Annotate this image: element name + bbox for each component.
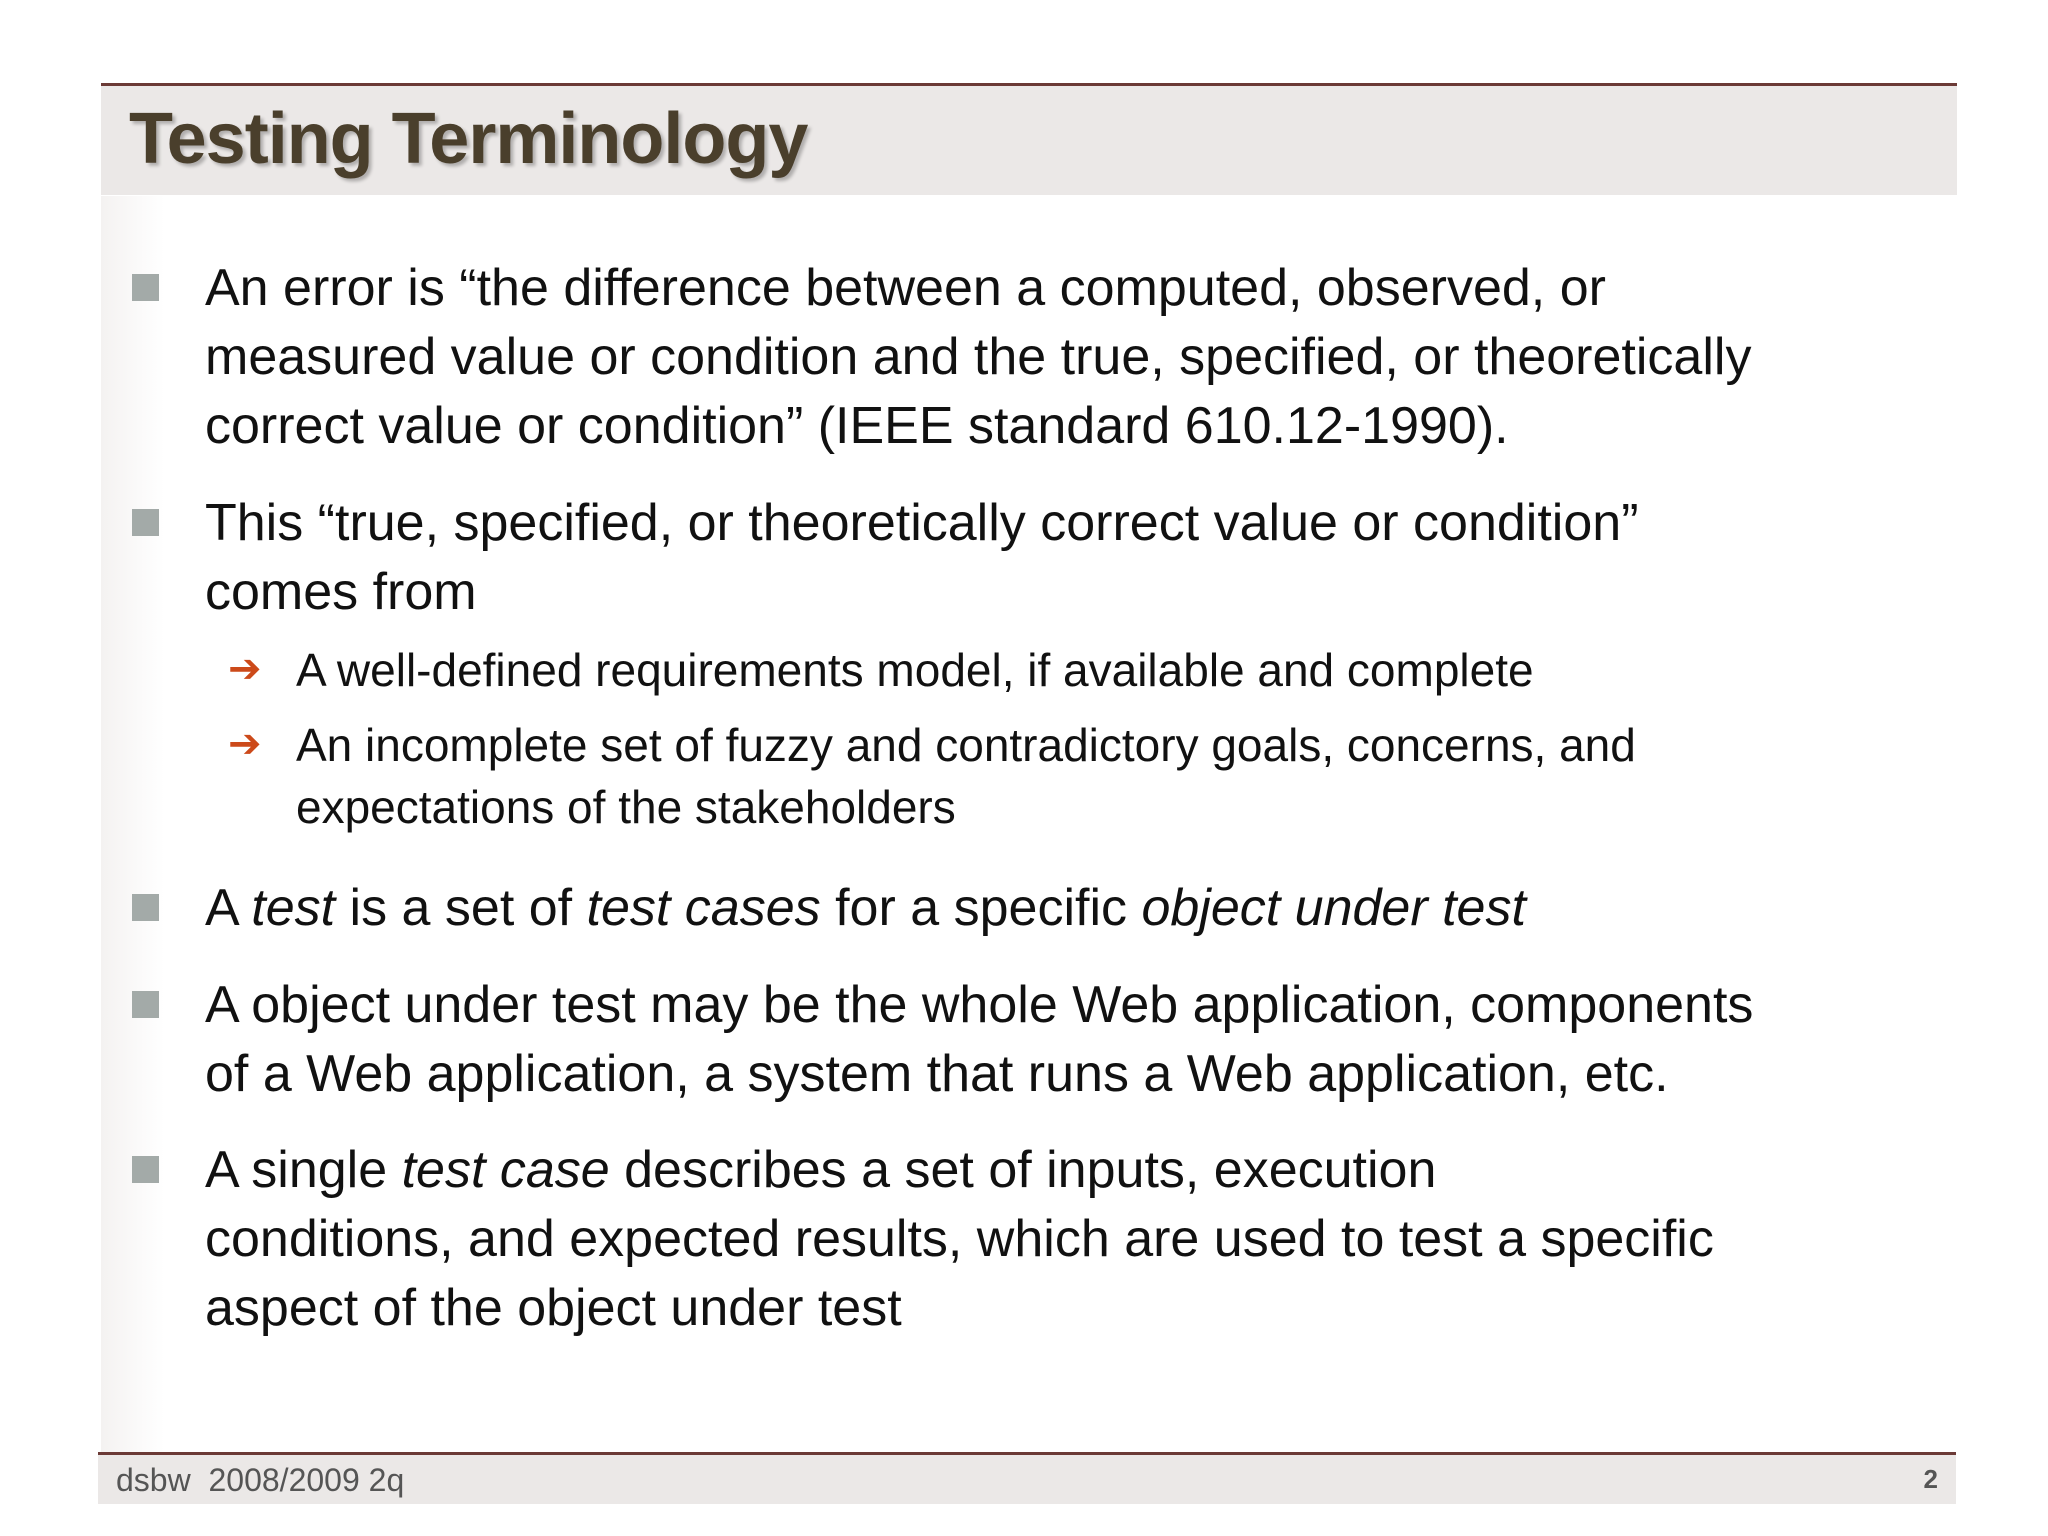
square-bullet-icon	[132, 274, 159, 301]
bullet-4-line-2: of a Web application, a system that runs a Web application, etc.	[205, 1045, 1669, 1103]
bullet-2-text	[205, 489, 1925, 627]
page-number: 2	[1923, 1464, 1938, 1494]
bullet-1-text	[205, 254, 1925, 461]
bullet-1-line-1: An error is “the difference between a computed, observed, or	[205, 259, 1606, 317]
bullet-2-line-2: comes from	[205, 563, 477, 621]
bullet-5-seg-1: A single	[205, 1141, 402, 1199]
bullet-1-line-2: measured value or condition and the true, specified, or theoretically	[205, 328, 1752, 386]
bullet-3-seg-1: A	[205, 879, 252, 937]
bullet-3-text	[205, 874, 1925, 943]
bullet-5-line-1	[205, 1136, 1925, 1205]
bullet-3-seg-5: for a specific	[820, 879, 1142, 937]
square-bullet-icon	[132, 894, 159, 921]
bullet-5-line-3: aspect of the object under test	[205, 1279, 902, 1337]
footer-bar	[98, 1452, 1956, 1504]
sub-item-2-line-1: An incomplete set of fuzzy and contradictory goals, concerns, and	[296, 719, 1636, 771]
bullet-3-line-1	[205, 874, 1925, 943]
bullet-5-text	[205, 1136, 1925, 1343]
sub-item-2-line-2: expectations of the stakeholders	[296, 781, 956, 833]
arrow-right-icon: ➔	[228, 647, 262, 691]
bullet-4-line-1: A object under test may be the whole Web application, components	[205, 976, 1754, 1034]
sub-item-1-text	[296, 639, 1916, 701]
bullet-1-line-3: correct value or condition” (IEEE standard 610.12-1990).	[205, 397, 1509, 455]
bullet-2-line-1: This “true, specified, or theoretically correct value or condition”	[205, 494, 1639, 552]
bullet-5-seg-2: test case	[401, 1141, 610, 1199]
slide-title: Testing Terminology	[129, 99, 808, 179]
square-bullet-icon	[132, 1156, 159, 1183]
sub-item-2-text	[296, 714, 1916, 838]
bullet-3-seg-3: is a set of	[335, 879, 587, 937]
bullet-3-seg-4: test cases	[586, 879, 821, 937]
sub-item-1-line-1: A well-defined requirements model, if available and complete	[296, 644, 1534, 696]
bullet-4-text	[205, 971, 1925, 1109]
square-bullet-icon	[132, 509, 159, 536]
arrow-right-icon: ➔	[228, 722, 262, 766]
bullet-5-line-2: conditions, and expected results, which are used to test a specific	[205, 1210, 1714, 1268]
bullet-3-seg-6: object under test	[1141, 879, 1526, 937]
bullet-3-seg-2: test	[251, 879, 336, 937]
square-bullet-icon	[132, 991, 159, 1018]
bullet-5-seg-3: describes a set of inputs, execution	[609, 1141, 1437, 1199]
footer-course-label: dsbw 2008/2009 2q	[116, 1462, 405, 1498]
